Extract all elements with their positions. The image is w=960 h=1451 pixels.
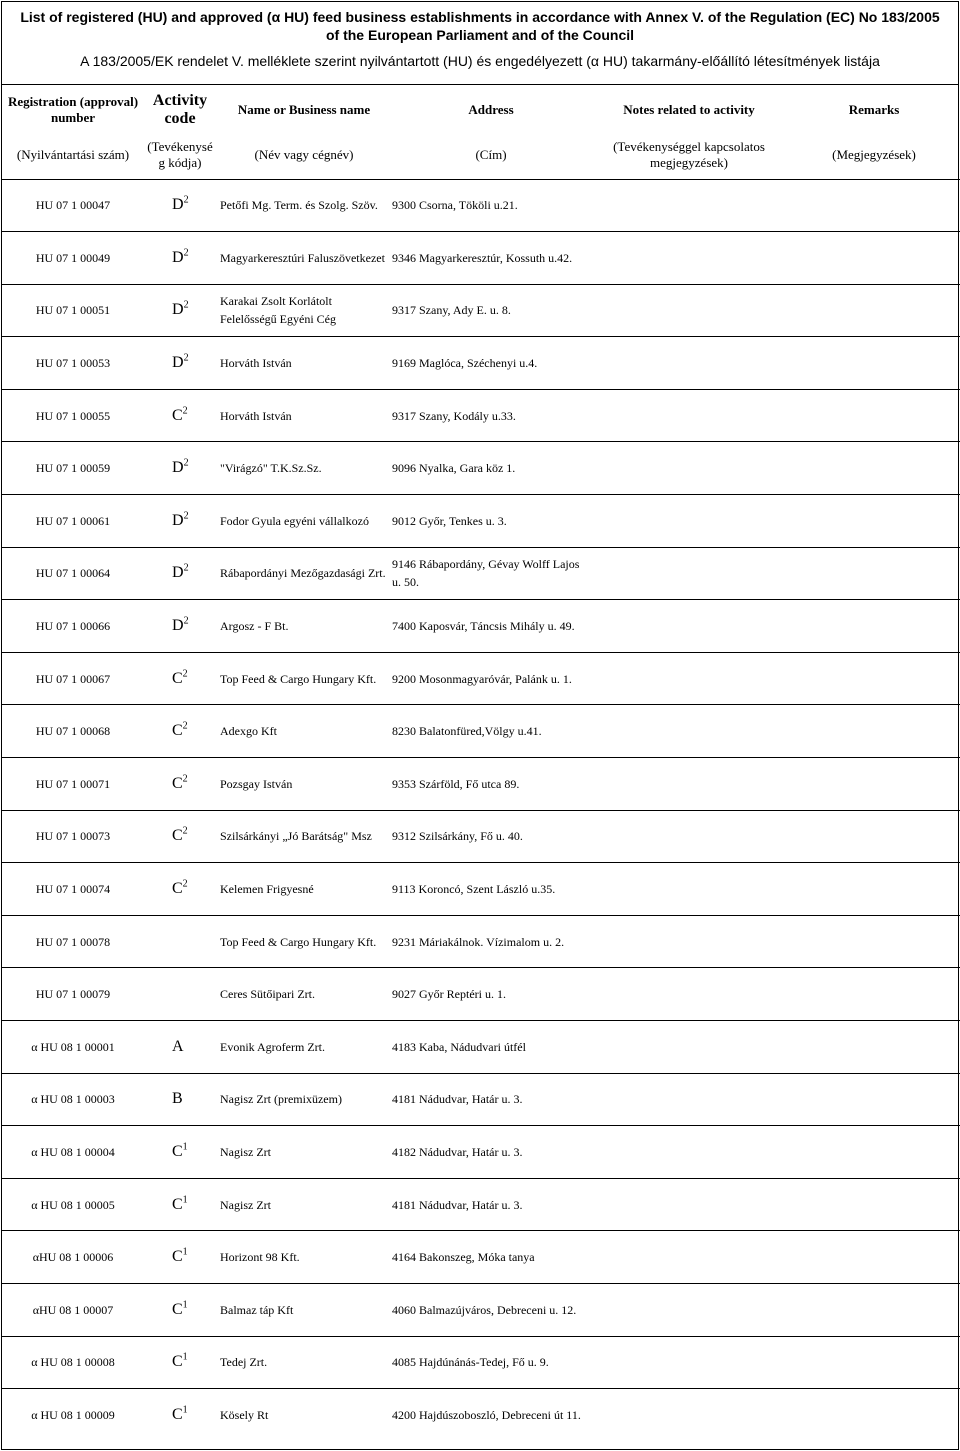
notes-cell bbox=[590, 1231, 788, 1284]
notes-cell bbox=[590, 705, 788, 758]
business-name: Evonik Agroferm Zrt. bbox=[220, 1039, 325, 1054]
business-name: Nagisz Zrt bbox=[220, 1197, 271, 1212]
table-body bbox=[2, 179, 960, 1441]
table-row bbox=[2, 1178, 960, 1231]
table-row bbox=[2, 442, 960, 495]
business-name: Top Feed & Cargo Hungary Kft. bbox=[220, 934, 377, 949]
address: 4164 Bakonszeg, Móka tanya bbox=[392, 1250, 535, 1265]
registration-number: αHU 08 1 00006 bbox=[32, 1250, 114, 1265]
notes-cell bbox=[590, 1021, 788, 1074]
remarks-cell bbox=[788, 968, 960, 1021]
registration-number: HU 07 1 00047 bbox=[35, 198, 111, 213]
table-row bbox=[2, 915, 960, 968]
table-row bbox=[2, 1283, 960, 1336]
remarks-cell bbox=[788, 442, 960, 495]
title-block bbox=[2, 2, 958, 85]
registration-number: HU 07 1 00068 bbox=[35, 724, 111, 739]
business-name: Magyarkeresztúri Faluszövetkezet bbox=[220, 250, 385, 265]
remarks-cell bbox=[788, 232, 960, 285]
address: 9231 Máriakálnok. Vízimalom u. 2. bbox=[392, 934, 565, 949]
remarks-cell bbox=[788, 1178, 960, 1231]
registration-number: HU 07 1 00055 bbox=[35, 408, 111, 423]
activity-code bbox=[144, 600, 216, 653]
registration-number: α HU 08 1 00009 bbox=[31, 1408, 115, 1423]
business-name: Ceres Sütőipari Zrt. bbox=[220, 987, 315, 1002]
activity-code-superscript: 2 bbox=[183, 300, 189, 312]
remarks-cell bbox=[788, 495, 960, 548]
remarks-cell bbox=[788, 652, 960, 705]
address: 9317 Szany, Ady E. u. 8. bbox=[392, 303, 511, 318]
remarks-cell bbox=[788, 389, 960, 442]
business-name: Karakai Zsolt Korlátolt Felelősségű Egyéni Cég bbox=[220, 294, 336, 327]
activity-code-letter: D bbox=[172, 301, 184, 319]
business-name: Petőfi Mg. Term. és Szolg. Szöv. bbox=[220, 198, 378, 213]
activity-code-superscript: 1 bbox=[182, 1194, 188, 1206]
activity-code bbox=[144, 1231, 216, 1284]
activity-code-letter: C bbox=[172, 1142, 183, 1160]
address: 9027 Győr Reptéri u. 1. bbox=[392, 987, 506, 1002]
business-name: Horváth István bbox=[220, 356, 292, 371]
activity-code-letter: C bbox=[172, 774, 183, 792]
notes-cell bbox=[590, 232, 788, 285]
table-row bbox=[2, 389, 960, 442]
activity-code-superscript: 2 bbox=[182, 878, 188, 890]
activity-code-letter: D bbox=[172, 564, 184, 582]
table-row bbox=[2, 1231, 960, 1284]
activity-code bbox=[144, 758, 216, 811]
registration-number: α HU 08 1 00008 bbox=[31, 1355, 115, 1370]
remarks-cell bbox=[788, 600, 960, 653]
notes-cell bbox=[590, 1126, 788, 1179]
activity-code-letter: D bbox=[172, 248, 184, 266]
notes-cell bbox=[590, 337, 788, 390]
table-row bbox=[2, 284, 960, 337]
activity-code bbox=[144, 232, 216, 285]
business-name: Nagisz Zrt bbox=[220, 1144, 271, 1159]
activity-code bbox=[144, 1126, 216, 1179]
business-name: Nagisz Zrt (premixüzem) bbox=[220, 1092, 342, 1107]
registration-number: HU 07 1 00079 bbox=[35, 987, 111, 1002]
registration-number: α HU 08 1 00003 bbox=[31, 1092, 115, 1107]
notes-cell bbox=[590, 968, 788, 1021]
registration-number: α HU 08 1 00005 bbox=[31, 1197, 115, 1212]
registration-number: HU 07 1 00049 bbox=[35, 250, 111, 265]
remarks-cell bbox=[788, 1126, 960, 1179]
notes-cell bbox=[590, 547, 788, 600]
registration-number: HU 07 1 00078 bbox=[35, 934, 111, 949]
notes-cell bbox=[590, 600, 788, 653]
activity-code-superscript: 2 bbox=[182, 826, 188, 838]
remarks-cell bbox=[788, 337, 960, 390]
activity-code-superscript: 1 bbox=[182, 1404, 188, 1416]
remarks-cell bbox=[788, 1336, 960, 1389]
notes-cell bbox=[590, 284, 788, 337]
header-address: Address bbox=[468, 102, 514, 117]
header-registration-hu: (Nyilvántartási szám) bbox=[2, 131, 144, 179]
remarks-cell bbox=[788, 1283, 960, 1336]
notes-cell bbox=[590, 1389, 788, 1442]
header-notes: Notes related to activity bbox=[623, 102, 755, 117]
notes-cell bbox=[590, 442, 788, 495]
activity-code-letter: B bbox=[172, 1090, 183, 1108]
notes-cell bbox=[590, 758, 788, 811]
activity-code-letter: C bbox=[172, 1195, 183, 1213]
activity-code-letter: D bbox=[172, 617, 184, 635]
registration-number: HU 07 1 00064 bbox=[35, 566, 111, 581]
business-name: Pozsgay István bbox=[220, 776, 293, 791]
header-notes-hu: (Tevékenységgel kapcsolatos megjegyzések) bbox=[590, 131, 788, 179]
activity-code-letter: C bbox=[172, 1300, 183, 1318]
address: 9012 Győr, Tenkes u. 3. bbox=[392, 513, 507, 528]
activity-code bbox=[144, 1389, 216, 1442]
activity-code-letter: D bbox=[172, 354, 184, 372]
address: 4183 Kaba, Nádudvari útfél bbox=[392, 1039, 526, 1054]
business-name: Kelemen Frigyesné bbox=[220, 882, 314, 897]
activity-code-letter: C bbox=[172, 1353, 183, 1371]
activity-code-letter: C bbox=[172, 669, 183, 687]
activity-code bbox=[144, 442, 216, 495]
table-row bbox=[2, 547, 960, 600]
table-row bbox=[2, 652, 960, 705]
table-row bbox=[2, 968, 960, 1021]
activity-code-superscript: 2 bbox=[182, 405, 188, 417]
remarks-cell bbox=[788, 284, 960, 337]
business-name: Kösely Rt bbox=[220, 1408, 269, 1423]
activity-code bbox=[144, 1073, 216, 1126]
activity-code-superscript: 2 bbox=[183, 615, 189, 627]
table-row bbox=[2, 1126, 960, 1179]
notes-cell bbox=[590, 389, 788, 442]
registration-number: αHU 08 1 00007 bbox=[32, 1302, 114, 1317]
remarks-cell bbox=[788, 705, 960, 758]
business-name: Top Feed & Cargo Hungary Kft. bbox=[220, 671, 377, 686]
registration-number: HU 07 1 00073 bbox=[35, 829, 111, 844]
activity-code-letter: A bbox=[172, 1037, 184, 1055]
table-row bbox=[2, 179, 960, 232]
registration-number: HU 07 1 00071 bbox=[35, 776, 111, 791]
activity-code-superscript: 1 bbox=[182, 1352, 188, 1364]
address: 9300 Csorna, Tököli u.21. bbox=[392, 198, 518, 213]
address: 4060 Balmazújváros, Debreceni u. 12. bbox=[392, 1302, 577, 1317]
activity-code-superscript: 2 bbox=[183, 457, 189, 469]
registration-number: HU 07 1 00067 bbox=[35, 671, 111, 686]
address: 4181 Nádudvar, Határ u. 3. bbox=[392, 1092, 523, 1107]
table-row bbox=[2, 1073, 960, 1126]
address: 9346 Magyarkeresztúr, Kossuth u.42. bbox=[392, 250, 573, 265]
header-address-hu: (Cím) bbox=[392, 131, 590, 179]
remarks-cell bbox=[788, 1231, 960, 1284]
table-row bbox=[2, 705, 960, 758]
business-name: Tedej Zrt. bbox=[220, 1355, 268, 1370]
notes-cell bbox=[590, 810, 788, 863]
address: 9353 Szárföld, Fő utca 89. bbox=[392, 776, 520, 791]
activity-code-superscript: 2 bbox=[183, 194, 189, 206]
table-row bbox=[2, 337, 960, 390]
activity-code bbox=[144, 495, 216, 548]
activity-code-superscript: 2 bbox=[183, 510, 189, 522]
activity-code bbox=[144, 652, 216, 705]
address: 9317 Szany, Kodály u.33. bbox=[392, 408, 516, 423]
document-title-en: List of registered (HU) and approved (α HU) feed business establishments in accordance with Annex V. of the Regulation (EC) No 183/2005 of the European Parliament and of the Council bbox=[20, 9, 940, 43]
registration-number: HU 07 1 00053 bbox=[35, 356, 111, 371]
registration-number: α HU 08 1 00001 bbox=[31, 1039, 115, 1054]
remarks-cell bbox=[788, 863, 960, 916]
remarks-cell bbox=[788, 915, 960, 968]
business-name: "Virágzó" T.K.Sz.Sz. bbox=[220, 461, 322, 476]
activity-code-letter: C bbox=[172, 722, 183, 740]
activity-code-superscript: 1 bbox=[182, 1299, 188, 1311]
business-name: Rábapordányi Mezőgazdasági Zrt. bbox=[220, 566, 386, 581]
activity-code-letter: D bbox=[172, 196, 184, 214]
activity-code-letter: D bbox=[172, 459, 184, 477]
address: 4181 Nádudvar, Határ u. 3. bbox=[392, 1197, 523, 1212]
table-row bbox=[2, 863, 960, 916]
header-activity-hu: (Tevékenysé g kódja) bbox=[144, 131, 216, 179]
activity-code bbox=[144, 389, 216, 442]
address: 9113 Koroncó, Szent László u.35. bbox=[392, 882, 556, 897]
business-name: Horizont 98 Kft. bbox=[220, 1250, 300, 1265]
table-row bbox=[2, 810, 960, 863]
address: 9146 Rábapordány, Gévay Wolff Lajos u. 50. bbox=[392, 557, 580, 590]
table-row bbox=[2, 600, 960, 653]
header-remarks: Remarks bbox=[848, 102, 900, 117]
remarks-cell bbox=[788, 547, 960, 600]
business-name: Fodor Gyula egyéni vállalkozó bbox=[220, 513, 369, 528]
activity-code bbox=[144, 1336, 216, 1389]
registration-number: α HU 08 1 00004 bbox=[31, 1144, 115, 1159]
activity-code-superscript: 2 bbox=[183, 563, 189, 575]
header-activity: Activity code bbox=[152, 92, 208, 127]
activity-code-superscript: 2 bbox=[183, 247, 189, 259]
notes-cell bbox=[590, 652, 788, 705]
business-name: Szilsárkányi „Jó Barátság" Msz bbox=[220, 829, 372, 844]
activity-code-superscript: 1 bbox=[182, 1141, 188, 1153]
address: 4085 Hajdúnánás-Tedej, Fő u. 9. bbox=[392, 1355, 549, 1370]
notes-cell bbox=[590, 1073, 788, 1126]
notes-cell bbox=[590, 863, 788, 916]
address: 4200 Hajdúszoboszló, Debreceni út 11. bbox=[392, 1408, 581, 1423]
table-row bbox=[2, 495, 960, 548]
business-name: Argosz - F Bt. bbox=[220, 619, 289, 634]
table-row bbox=[2, 1389, 960, 1442]
header-remarks-hu: (Megjegyzések) bbox=[788, 131, 960, 179]
notes-cell bbox=[590, 1336, 788, 1389]
activity-code-letter: C bbox=[172, 1248, 183, 1266]
activity-code bbox=[144, 810, 216, 863]
business-name: Adexgo Kft bbox=[220, 724, 277, 739]
activity-code bbox=[144, 337, 216, 390]
activity-code bbox=[144, 1021, 216, 1074]
activity-code bbox=[144, 915, 216, 968]
document-title-hu: A 183/2005/EK rendelet V. melléklete szerint nyilvántartott (HU) és engedélyezett (α HU) takarmány-előállító létesítmények listája bbox=[80, 53, 880, 69]
table-row bbox=[2, 1021, 960, 1074]
activity-code-letter: C bbox=[172, 1406, 183, 1424]
remarks-cell bbox=[788, 179, 960, 232]
activity-code-letter: C bbox=[172, 827, 183, 845]
address: 4182 Nádudvar, Határ u. 3. bbox=[392, 1144, 523, 1159]
registration-number: HU 07 1 00051 bbox=[35, 303, 111, 318]
activity-code-superscript: 2 bbox=[182, 773, 188, 785]
registration-number: HU 07 1 00059 bbox=[35, 461, 111, 476]
address: 9169 Maglóca, Széchenyi u.4. bbox=[392, 356, 538, 371]
notes-cell bbox=[590, 1178, 788, 1231]
notes-cell bbox=[590, 179, 788, 232]
activity-code-letter: D bbox=[172, 511, 184, 529]
remarks-cell bbox=[788, 758, 960, 811]
header-name: Name or Business name bbox=[237, 102, 371, 117]
activity-code-superscript: 2 bbox=[183, 352, 189, 364]
table-row bbox=[2, 1336, 960, 1389]
table-row bbox=[2, 232, 960, 285]
notes-cell bbox=[590, 915, 788, 968]
remarks-cell bbox=[788, 1021, 960, 1074]
activity-code bbox=[144, 547, 216, 600]
activity-code-letter: C bbox=[172, 406, 183, 424]
business-name: Horváth István bbox=[220, 408, 292, 423]
remarks-cell bbox=[788, 1073, 960, 1126]
activity-code-superscript: 1 bbox=[182, 1246, 188, 1258]
address: 8230 Balatonfüred,Völgy u.41. bbox=[392, 724, 542, 739]
notes-cell bbox=[590, 495, 788, 548]
activity-code bbox=[144, 968, 216, 1021]
address: 7400 Kaposvár, Táncsis Mihály u. 49. bbox=[392, 619, 575, 634]
remarks-cell bbox=[788, 810, 960, 863]
activity-code bbox=[144, 705, 216, 758]
address: 9312 Szilsárkány, Fő u. 40. bbox=[392, 829, 523, 844]
document-page bbox=[1, 1, 959, 1450]
activity-code bbox=[144, 179, 216, 232]
activity-code bbox=[144, 284, 216, 337]
registration-number: HU 07 1 00066 bbox=[35, 619, 111, 634]
registration-number: HU 07 1 00061 bbox=[35, 513, 111, 528]
address: 9096 Nyalka, Gara köz 1. bbox=[392, 461, 516, 476]
establishments-table bbox=[2, 85, 960, 1441]
activity-code-letter: C bbox=[172, 880, 183, 898]
activity-code-superscript: 2 bbox=[182, 720, 188, 732]
activity-code-superscript: 2 bbox=[182, 668, 188, 680]
activity-code bbox=[144, 1178, 216, 1231]
activity-code bbox=[144, 1283, 216, 1336]
activity-code bbox=[144, 863, 216, 916]
registration-number: HU 07 1 00074 bbox=[35, 882, 111, 897]
table-row bbox=[2, 758, 960, 811]
notes-cell bbox=[590, 1283, 788, 1336]
address: 9200 Mosonmagyaróvár, Palánk u. 1. bbox=[392, 671, 572, 686]
business-name: Balmaz táp Kft bbox=[220, 1302, 294, 1317]
header-registration: Registration (approval) number bbox=[7, 94, 139, 125]
header-name-hu: (Név vagy cégnév) bbox=[216, 131, 392, 179]
remarks-cell bbox=[788, 1389, 960, 1442]
